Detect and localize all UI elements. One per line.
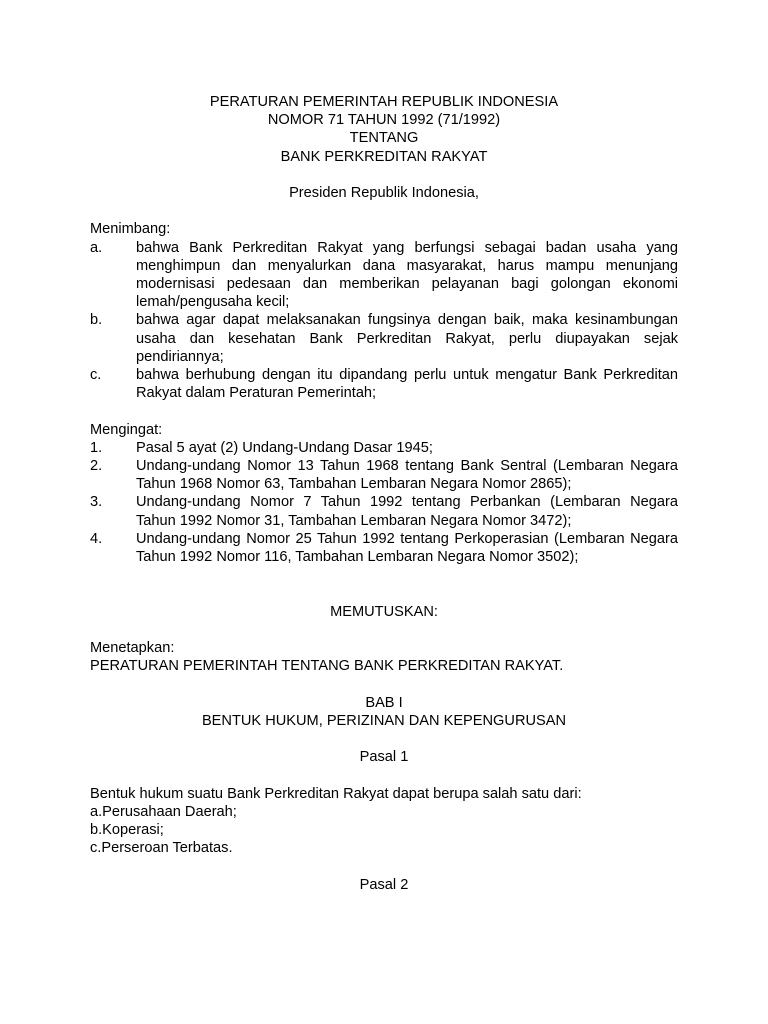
spacer xyxy=(90,402,678,420)
heading-line-4: BANK PERKREDITAN RAKYAT xyxy=(280,148,488,165)
pasal-1-intro: Bentuk hukum suatu Bank Perkreditan Rakyat dapat berupa salah satu dari: xyxy=(90,785,582,802)
list-marker: 3. xyxy=(90,494,103,511)
menimbang-item-c xyxy=(90,366,678,402)
pasal-1-option-b: b.Koperasi; xyxy=(90,821,164,838)
document-heading xyxy=(90,93,678,166)
menimbang-item-b xyxy=(90,311,678,366)
list-text: bahwa agar dapat melaksanakan fungsinya dengan baik, maka kesinambungan usaha dan kesehatan Bank Perkreditan Rakyat, perlu diupayakan sejak pendiriannya; xyxy=(136,312,678,365)
bab-title: BENTUK HUKUM, PERIZINAN DAN KEPENGURUSAN xyxy=(201,712,567,729)
pasal-1-option-c: c.Perseroan Terbatas. xyxy=(90,840,233,857)
list-marker: c. xyxy=(90,367,102,384)
spacer xyxy=(90,202,678,220)
bab-heading xyxy=(90,694,678,730)
menimbang-label: Menimbang: xyxy=(90,221,171,238)
heading-line-2: NOMOR 71 TAHUN 1992 (71/1992) xyxy=(267,112,501,129)
president-line: Presiden Republik Indonesia, xyxy=(289,185,479,201)
mengingat-item-2 xyxy=(90,457,678,493)
document-page xyxy=(90,93,678,894)
mengingat-item-1 xyxy=(90,439,678,457)
menetapkan-section xyxy=(90,639,678,675)
spacer xyxy=(90,730,678,748)
list-text: Undang-undang Nomor 25 Tahun 1992 tentang Perkoperasian (Lembaran Negara Tahun 1992 Nomor 116, Tambahan Lembaran Negara Nomor 3502); xyxy=(136,530,678,566)
spacer xyxy=(90,857,678,875)
list-marker: 1. xyxy=(90,439,103,456)
spacer xyxy=(90,621,678,639)
list-text: Undang-undang Nomor 13 Tahun 1968 tentang Bank Sentral (Lembaran Negara Tahun 1968 Nomor 63, Tambahan Lembaran Negara Nomor 2865); xyxy=(136,458,678,493)
spacer xyxy=(90,584,678,602)
menetapkan-text: PERATURAN PEMERINTAH TENTANG BANK PERKREDITAN RAKYAT. xyxy=(90,658,564,675)
heading-line-3: TENTANG xyxy=(349,130,419,147)
mengingat-item-4 xyxy=(90,530,678,566)
list-marker: a. xyxy=(90,239,103,256)
list-text: Undang-undang Nomor 7 Tahun 1992 tentang Perbankan (Lembaran Negara Tahun 1992 Nomor 31, Tambahan Lembaran Negara Nomor 3472); xyxy=(136,494,678,529)
mengingat-item-3 xyxy=(90,493,678,529)
list-marker: 2. xyxy=(90,458,103,475)
pasal-1-option-a: a.Perusahaan Daerah; xyxy=(90,803,237,820)
memutuskan-heading: MEMUTUSKAN: xyxy=(330,603,438,620)
menimbang-section xyxy=(90,220,678,402)
heading-line-1: PERATURAN PEMERINTAH REPUBLIK INDONESIA xyxy=(209,94,559,110)
spacer xyxy=(90,166,678,184)
list-marker: 4. xyxy=(90,530,103,547)
list-text: Pasal 5 ayat (2) Undang-Undang Dasar 1945; xyxy=(136,439,433,456)
mengingat-label: Mengingat: xyxy=(90,421,163,438)
list-marker: b. xyxy=(90,312,103,329)
spacer xyxy=(90,566,678,584)
menimbang-item-a xyxy=(90,239,678,312)
mengingat-section xyxy=(90,421,678,567)
pasal-2-title: Pasal 2 xyxy=(359,876,409,893)
pasal-1-title: Pasal 1 xyxy=(359,749,409,766)
list-text: bahwa Bank Perkreditan Rakyat yang berfungsi sebagai badan usaha yang menghimpun dan menyalurkan dana masyarakat, harus mampu menunjang modernisasi pedesaan dan memberikan pelayanan bagi golongan ekonomi lemah/pengusaha kecil; xyxy=(136,239,678,311)
spacer xyxy=(90,766,678,784)
bab-number: BAB I xyxy=(365,694,403,711)
pasal-1-body xyxy=(90,785,678,858)
menetapkan-label: Menetapkan: xyxy=(90,640,175,656)
spacer xyxy=(90,675,678,693)
list-text: bahwa berhubung dengan itu dipandang perlu untuk mengatur Bank Perkreditan Rakyat dalam Peraturan Pemerintah; xyxy=(136,367,678,402)
